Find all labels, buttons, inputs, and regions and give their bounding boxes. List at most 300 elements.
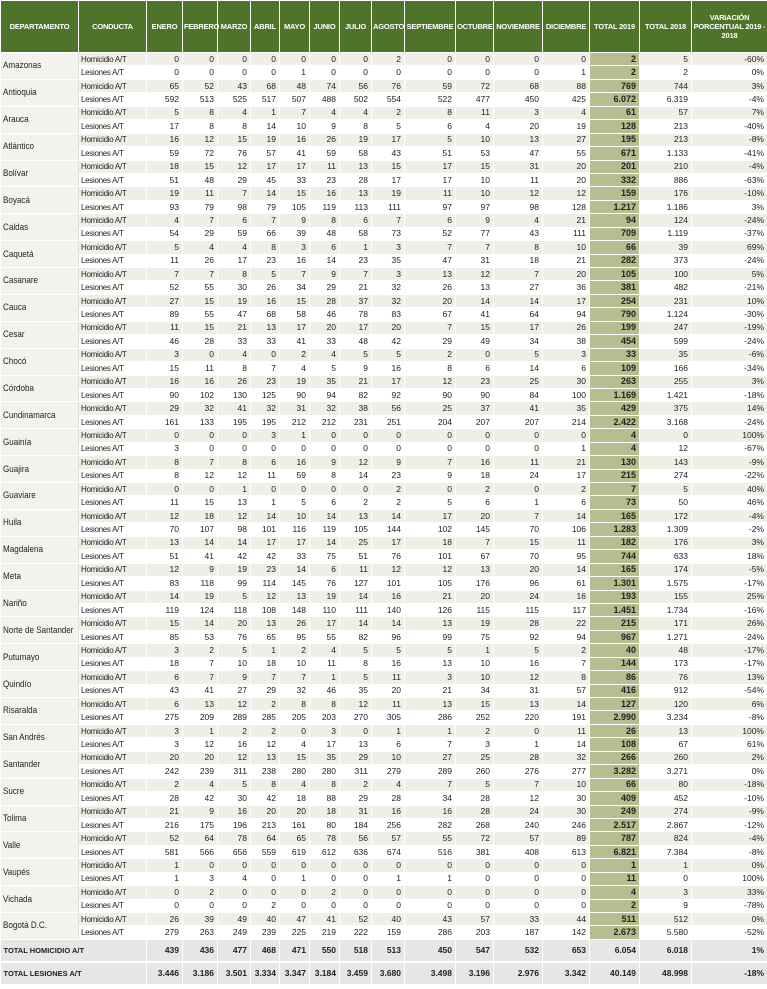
table-row [1, 214, 767, 227]
month-cell: 23 [340, 254, 372, 267]
month-cell: 1 [251, 496, 280, 509]
month-cell: 0 [543, 53, 590, 66]
month-cell: 90 [405, 388, 456, 401]
variation-cell: 61% [692, 738, 767, 751]
month-cell: 33 [251, 335, 280, 348]
month-cell: 619 [280, 845, 310, 858]
variation-cell: 0% [692, 765, 767, 778]
month-cell: 0 [340, 429, 372, 442]
total-2019-cell: 1.301 [590, 577, 640, 590]
month-cell: 656 [218, 845, 251, 858]
month-cell: 7 [251, 362, 280, 375]
department-cell [1, 617, 79, 644]
month-cell: 55 [183, 308, 218, 321]
month-cell: 220 [494, 711, 543, 724]
month-cell: 10 [456, 133, 494, 146]
month-cell: 41 [310, 913, 340, 926]
month-cell: 20 [494, 563, 543, 576]
table-row [1, 53, 767, 66]
total-2018-cell: 1 [640, 859, 692, 872]
month-cell: 24 [494, 469, 543, 482]
month-cell: 477 [456, 93, 494, 106]
month-cell: 559 [251, 845, 280, 858]
month-cell: 19 [251, 133, 280, 146]
total-2018-cell: 3.168 [640, 415, 692, 428]
variation-cell: 3% [692, 375, 767, 388]
month-cell: 68 [251, 79, 280, 92]
conduct-label: Lesiones A/T [79, 845, 147, 858]
month-cell: 566 [183, 845, 218, 858]
month-cell: 674 [372, 845, 405, 858]
month-cell: 58 [280, 308, 310, 321]
month-cell: 25 [340, 536, 372, 549]
department-name: Boyacá [2, 194, 30, 206]
month-cell: 252 [456, 711, 494, 724]
month-cell: 0 [543, 429, 590, 442]
variation-cell: -18% [692, 962, 767, 985]
conduct-label: Homicidio A/T [79, 671, 147, 684]
month-cell: 242 [147, 765, 183, 778]
month-cell: 184 [340, 818, 372, 831]
month-cell: 1 [543, 66, 590, 79]
month-cell: 1 [456, 644, 494, 657]
total-2018-cell: 231 [640, 294, 692, 307]
department-name: Magdalena [2, 544, 43, 556]
month-cell: 5 [372, 644, 405, 657]
month-cell: 0 [405, 899, 456, 912]
month-cell: 41 [494, 402, 543, 415]
conduct-label: Lesiones A/T [79, 603, 147, 616]
conduct-label: Lesiones A/T [79, 147, 147, 160]
variation-cell: -40% [692, 120, 767, 133]
month-cell: 439 [147, 939, 183, 962]
month-cell: 3 [310, 724, 340, 737]
month-cell: 268 [456, 818, 494, 831]
total-2018-cell: 599 [640, 335, 692, 348]
month-cell: 6 [372, 738, 405, 751]
month-cell: 8 [183, 120, 218, 133]
month-cell: 17 [280, 536, 310, 549]
month-cell: 17 [310, 617, 340, 630]
total-2018-cell: 80 [640, 778, 692, 791]
month-cell: 0 [456, 859, 494, 872]
month-cell: 35 [310, 375, 340, 388]
month-cell: 0 [183, 429, 218, 442]
month-cell: 15 [147, 617, 183, 630]
department-cell [1, 456, 79, 483]
month-cell: 58 [340, 147, 372, 160]
month-cell: 10 [456, 187, 494, 200]
total-2019-cell: 2 [590, 53, 640, 66]
table-row [1, 899, 767, 912]
conduct-label: Lesiones A/T [79, 388, 147, 401]
column-header: MARZO [218, 1, 251, 53]
month-cell: 31 [340, 805, 372, 818]
table-row [1, 241, 767, 254]
month-cell: 4 [543, 106, 590, 119]
table-row [1, 818, 767, 831]
month-cell: 0 [183, 859, 218, 872]
month-cell: 286 [405, 711, 456, 724]
month-cell: 27 [543, 133, 590, 146]
variation-cell: 3% [692, 200, 767, 213]
conduct-label: Homicidio A/T [79, 563, 147, 576]
month-cell: 5 [456, 778, 494, 791]
month-cell: 270 [340, 711, 372, 724]
total-label: TOTAL LESIONES A/T [1, 962, 147, 985]
total-2019-cell: 40 [590, 644, 640, 657]
month-cell: 28 [456, 792, 494, 805]
table-row [1, 469, 767, 482]
column-header: OCTUBRE [456, 1, 494, 53]
conduct-label: Lesiones A/T [79, 872, 147, 885]
variation-cell: -21% [692, 281, 767, 294]
month-cell: 282 [405, 818, 456, 831]
department-name: Córdoba [2, 382, 34, 394]
variation-cell: -2% [692, 523, 767, 536]
total-2018-cell: 173 [640, 657, 692, 670]
month-cell: 212 [280, 415, 310, 428]
total-2018-cell: 124 [640, 214, 692, 227]
month-cell: 23 [251, 563, 280, 576]
month-cell: 6 [543, 496, 590, 509]
month-cell: 2 [456, 724, 494, 737]
department-cell [1, 751, 79, 778]
variation-cell: -24% [692, 630, 767, 643]
month-cell: 12 [183, 738, 218, 751]
conduct-label: Homicidio A/T [79, 590, 147, 603]
month-cell: 33 [218, 335, 251, 348]
month-cell: 0 [372, 899, 405, 912]
month-cell: 6 [218, 214, 251, 227]
table-row [1, 913, 767, 926]
variation-cell: -24% [692, 254, 767, 267]
department-cell [1, 913, 79, 940]
total-2018-cell: 176 [640, 187, 692, 200]
month-cell: 3.184 [310, 962, 340, 985]
month-cell: 0 [251, 442, 280, 455]
table-row [1, 254, 767, 267]
month-cell: 1 [405, 724, 456, 737]
month-cell: 26 [280, 617, 310, 630]
month-cell: 1 [251, 644, 280, 657]
total-2018-cell: 744 [640, 79, 692, 92]
month-cell: 4 [218, 872, 251, 885]
month-cell: 0 [183, 442, 218, 455]
month-cell: 4 [183, 778, 218, 791]
total-2018-cell: 213 [640, 133, 692, 146]
table-row [1, 577, 767, 590]
month-cell: 20 [147, 751, 183, 764]
month-cell: 17 [372, 375, 405, 388]
month-cell: 7 [183, 456, 218, 469]
month-cell: 2.976 [494, 962, 543, 985]
month-cell: 72 [183, 147, 218, 160]
total-2019-cell: 709 [590, 227, 640, 240]
month-cell: 79 [251, 200, 280, 213]
month-cell: 12 [340, 698, 372, 711]
month-cell: 0 [280, 859, 310, 872]
month-cell: 161 [280, 818, 310, 831]
month-cell: 5 [340, 671, 372, 684]
month-cell: 16 [280, 254, 310, 267]
department-cell [1, 106, 79, 133]
total-2019-cell: 263 [590, 375, 640, 388]
month-cell: 17 [405, 173, 456, 186]
month-cell: 16 [372, 657, 405, 670]
month-cell: 6 [543, 362, 590, 375]
month-cell: 19 [147, 187, 183, 200]
month-cell: 16 [405, 805, 456, 818]
table-row [1, 711, 767, 724]
month-cell: 23 [456, 375, 494, 388]
conduct-label: Homicidio A/T [79, 778, 147, 791]
month-cell: 14 [280, 563, 310, 576]
month-cell: 49 [456, 335, 494, 348]
month-cell: 28 [183, 335, 218, 348]
variation-cell: -24% [692, 214, 767, 227]
month-cell: 28 [372, 792, 405, 805]
month-cell: 2 [372, 53, 405, 66]
month-cell: 516 [405, 845, 456, 858]
month-cell: 20 [183, 751, 218, 764]
month-cell: 145 [280, 577, 310, 590]
conduct-label: Homicidio A/T [79, 724, 147, 737]
month-cell: 30 [218, 281, 251, 294]
variation-cell: 1% [692, 939, 767, 962]
variation-cell: -4% [692, 509, 767, 522]
month-cell: 13 [147, 536, 183, 549]
month-cell: 11 [494, 456, 543, 469]
month-cell: 17 [251, 160, 280, 173]
month-cell: 27 [218, 684, 251, 697]
month-cell: 187 [494, 926, 543, 939]
month-cell: 29 [147, 402, 183, 415]
month-cell: 10 [280, 657, 310, 670]
month-cell: 0 [340, 886, 372, 899]
month-cell: 260 [456, 765, 494, 778]
month-cell: 17 [310, 738, 340, 751]
month-cell: 0 [251, 859, 280, 872]
month-cell: 18 [494, 254, 543, 267]
month-cell: 15 [218, 133, 251, 146]
month-cell: 76 [372, 550, 405, 563]
month-cell: 21 [543, 456, 590, 469]
conduct-label: Homicidio A/T [79, 402, 147, 415]
month-cell: 51 [147, 173, 183, 186]
department-cell [1, 321, 79, 348]
month-cell: 21 [147, 805, 183, 818]
month-cell: 17 [218, 254, 251, 267]
table-row [1, 442, 767, 455]
total-2019-cell: 215 [590, 617, 640, 630]
month-cell: 10 [456, 671, 494, 684]
total-2019-cell: 195 [590, 133, 640, 146]
variation-cell: 25% [692, 590, 767, 603]
total-2019-cell: 66 [590, 778, 640, 791]
month-cell: 2 [310, 886, 340, 899]
month-cell: 1 [405, 872, 456, 885]
month-cell: 0 [372, 442, 405, 455]
total-2019-cell: 201 [590, 160, 640, 173]
month-cell: 70 [494, 550, 543, 563]
total-2018-cell: 1.309 [640, 523, 692, 536]
month-cell: 16 [456, 456, 494, 469]
month-cell: 59 [147, 147, 183, 160]
month-cell: 0 [494, 483, 543, 496]
month-cell: 3.334 [251, 962, 280, 985]
month-cell: 13 [251, 617, 280, 630]
month-cell: 0 [543, 859, 590, 872]
month-cell: 280 [280, 765, 310, 778]
department-cell [1, 402, 79, 429]
conduct-label: Homicidio A/T [79, 133, 147, 146]
conduct-label: Lesiones A/T [79, 308, 147, 321]
month-cell: 17 [280, 321, 310, 334]
month-cell: 13 [183, 698, 218, 711]
month-cell: 13 [251, 321, 280, 334]
total-2018-cell: 2.867 [640, 818, 692, 831]
total-2019-cell: 1.451 [590, 603, 640, 616]
month-cell: 23 [251, 254, 280, 267]
month-cell: 276 [494, 765, 543, 778]
month-cell: 204 [405, 415, 456, 428]
department-cell [1, 187, 79, 214]
total-2018-cell: 260 [640, 751, 692, 764]
total-2018-cell: 375 [640, 402, 692, 415]
department-cell [1, 294, 79, 321]
month-cell: 20 [280, 805, 310, 818]
month-cell: 101 [405, 550, 456, 563]
month-cell: 5 [372, 120, 405, 133]
month-cell: 38 [340, 402, 372, 415]
conduct-label: Lesiones A/T [79, 469, 147, 482]
month-cell: 11 [340, 563, 372, 576]
month-cell: 56 [372, 402, 405, 415]
month-cell: 58 [340, 227, 372, 240]
total-2018-cell: 3 [640, 886, 692, 899]
month-cell: 20 [405, 294, 456, 307]
month-cell: 4 [218, 241, 251, 254]
month-cell: 20 [372, 684, 405, 697]
month-cell: 203 [456, 926, 494, 939]
month-cell: 11 [494, 173, 543, 186]
variation-cell: 100% [692, 724, 767, 737]
month-cell: 55 [183, 281, 218, 294]
month-cell: 119 [310, 523, 340, 536]
month-cell: 13 [251, 751, 280, 764]
total-2018-cell: 155 [640, 590, 692, 603]
variation-cell: -41% [692, 147, 767, 160]
month-cell: 8 [340, 120, 372, 133]
table-row [1, 79, 767, 92]
month-cell: 59 [310, 147, 340, 160]
month-cell: 6 [310, 496, 340, 509]
month-cell: 0 [494, 442, 543, 455]
month-cell: 176 [456, 577, 494, 590]
month-cell: 581 [147, 845, 183, 858]
month-cell: 8 [405, 106, 456, 119]
month-cell: 0 [543, 872, 590, 885]
month-cell: 6 [147, 698, 183, 711]
month-cell: 7 [147, 268, 183, 281]
conduct-label: Homicidio A/T [79, 751, 147, 764]
month-cell: 612 [310, 845, 340, 858]
month-cell: 10 [456, 657, 494, 670]
month-cell: 29 [218, 173, 251, 186]
table-row [1, 483, 767, 496]
month-cell: 8 [405, 362, 456, 375]
month-cell: 7 [280, 106, 310, 119]
month-cell: 0 [494, 859, 543, 872]
month-cell: 10 [280, 509, 310, 522]
variation-cell: -37% [692, 227, 767, 240]
total-2019-cell: 1.283 [590, 523, 640, 536]
variation-cell: -9% [692, 456, 767, 469]
month-cell: 3 [147, 724, 183, 737]
month-cell: 0 [340, 724, 372, 737]
month-cell: 17 [372, 536, 405, 549]
month-cell: 10 [280, 120, 310, 133]
month-cell: 8 [218, 362, 251, 375]
month-cell: 75 [310, 550, 340, 563]
month-cell: 92 [372, 388, 405, 401]
conduct-label: Lesiones A/T [79, 362, 147, 375]
month-cell: 19 [340, 133, 372, 146]
month-cell: 238 [251, 765, 280, 778]
conduct-label: Lesiones A/T [79, 227, 147, 240]
month-cell: 17 [405, 509, 456, 522]
month-cell: 26 [251, 281, 280, 294]
department-name: Risaralda [2, 705, 37, 717]
month-cell: 13 [456, 563, 494, 576]
department-cell [1, 214, 79, 241]
table-row [1, 832, 767, 845]
month-cell: 35 [310, 751, 340, 764]
month-cell: 5 [405, 644, 456, 657]
month-cell: 17 [405, 160, 456, 173]
month-cell: 525 [218, 93, 251, 106]
month-cell: 225 [280, 926, 310, 939]
month-cell: 73 [372, 227, 405, 240]
month-cell: 68 [251, 308, 280, 321]
month-cell: 1 [251, 106, 280, 119]
variation-cell: 100% [692, 429, 767, 442]
month-cell: 59 [405, 79, 456, 92]
month-cell: 24 [494, 805, 543, 818]
month-cell: 0 [494, 872, 543, 885]
month-cell: 16 [372, 805, 405, 818]
month-cell: 275 [147, 711, 183, 724]
month-cell: 14 [494, 362, 543, 375]
month-cell: 99 [405, 630, 456, 643]
total-2019-cell: 332 [590, 173, 640, 186]
month-cell: 19 [310, 590, 340, 603]
month-cell: 90 [456, 388, 494, 401]
month-cell: 89 [147, 308, 183, 321]
department-name: Antioquia [2, 87, 37, 99]
month-cell: 0 [251, 348, 280, 361]
month-cell: 4 [456, 120, 494, 133]
total-2018-cell: 1.124 [640, 308, 692, 321]
department-name: Cesar [2, 329, 25, 341]
month-cell: 33 [494, 913, 543, 926]
conduct-label: Homicidio A/T [79, 321, 147, 334]
month-cell: 41 [183, 684, 218, 697]
month-cell: 488 [310, 93, 340, 106]
total-2018-cell: 48.998 [640, 962, 692, 985]
month-cell: 219 [310, 926, 340, 939]
